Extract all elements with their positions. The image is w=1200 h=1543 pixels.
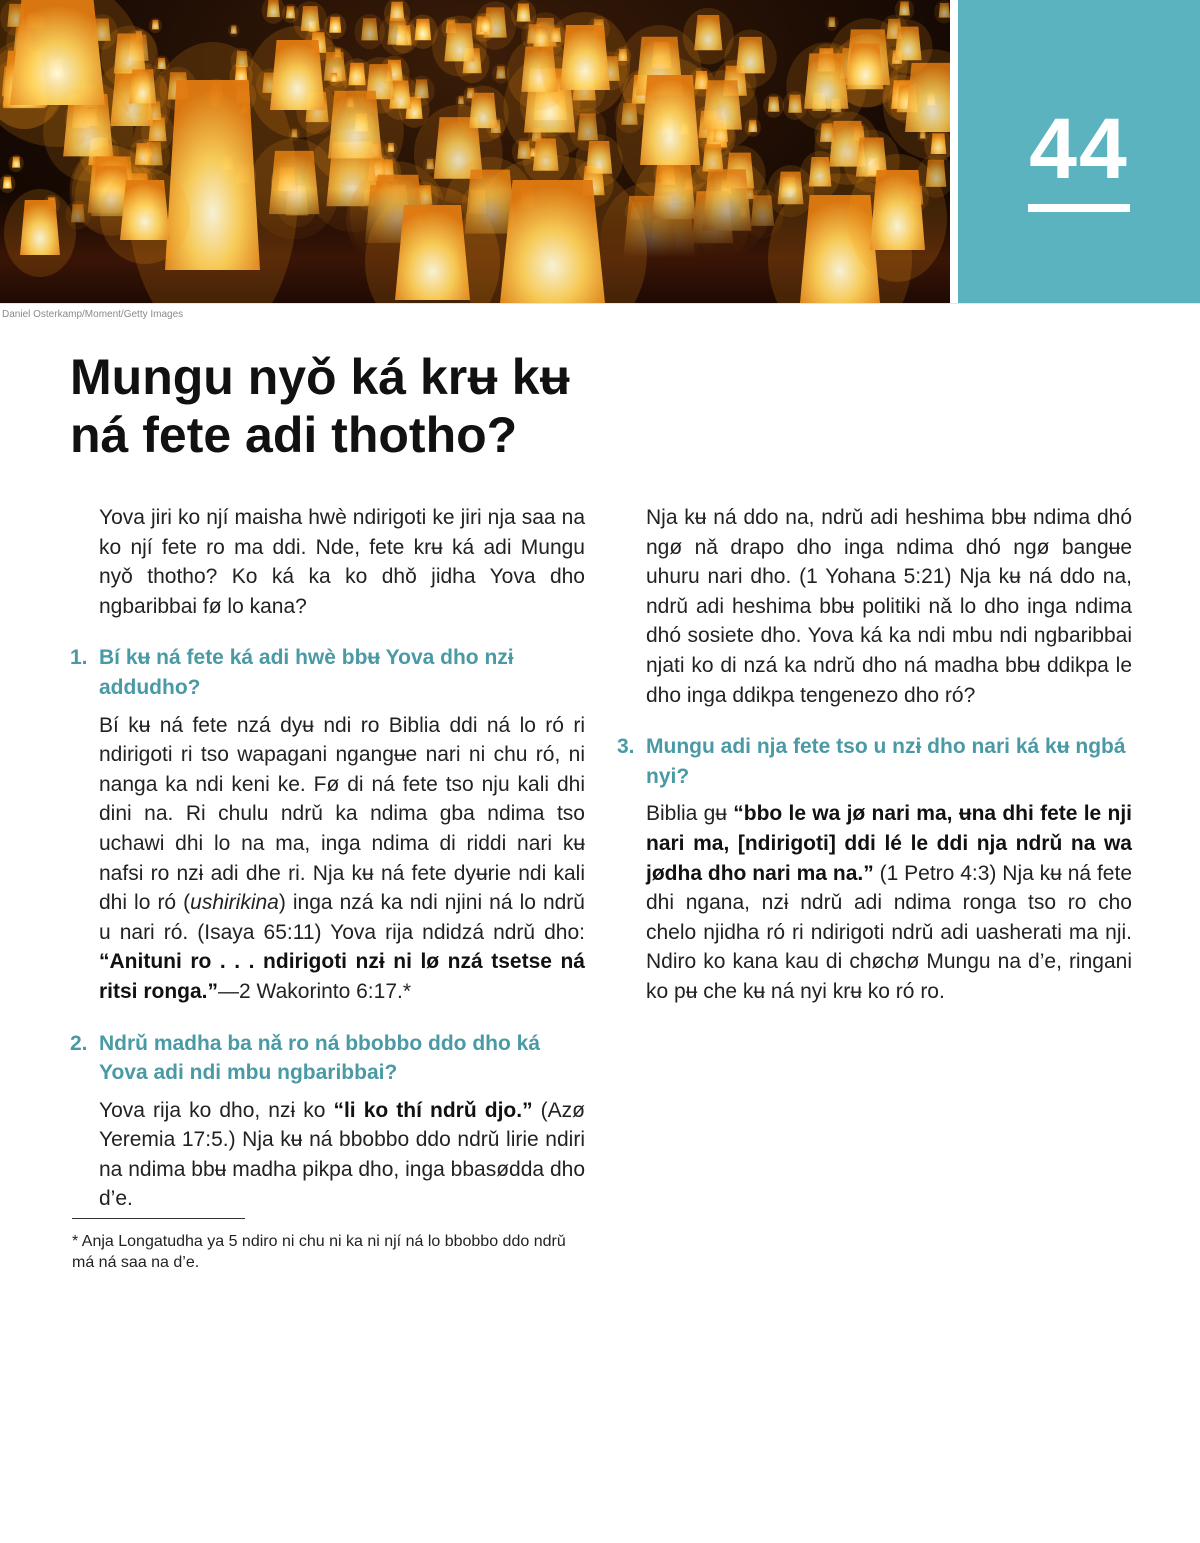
question-3-number: 3. bbox=[617, 735, 635, 759]
lantern bbox=[262, 0, 286, 24]
hero-photo bbox=[0, 0, 950, 303]
lantern bbox=[100, 168, 190, 264]
answer-2-quote: “li ko thí ndrǔ djo.” bbox=[333, 1098, 533, 1122]
lantern bbox=[409, 76, 435, 106]
footnote-divider bbox=[72, 1218, 245, 1219]
lantern bbox=[458, 86, 509, 143]
right-column bbox=[617, 503, 1132, 1007]
question-2 bbox=[70, 1029, 585, 1088]
answer-1-italic: ushirikina bbox=[190, 891, 279, 915]
sky-lanterns-illustration bbox=[0, 0, 950, 303]
answer-1-reference: —2 Wakorinto 6:17.* bbox=[218, 979, 412, 1003]
title-line-2: ná fete adi thotho? bbox=[70, 407, 518, 463]
lesson-number: 44 bbox=[1029, 101, 1129, 197]
answer-2-paragraph bbox=[70, 1096, 585, 1214]
lantern bbox=[540, 12, 630, 116]
lantern bbox=[832, 34, 898, 107]
question-1-text: Bí kʉ ná fete ká adi hwè bbʉ Yova dho nzɨ addudho? bbox=[99, 646, 514, 699]
lantern bbox=[9, 155, 24, 172]
left-column bbox=[70, 503, 585, 1214]
footnote: * Anja Longatudha ya 5 ndiro ni chu ni ka ni njí ná lo bbobbo ddo ndrǔ má ná saa na d’e. bbox=[72, 1233, 566, 1271]
answer-3-text-a: Biblia gʉ bbox=[646, 802, 734, 826]
lantern bbox=[848, 154, 947, 282]
question-2-number: 2. bbox=[70, 1031, 88, 1055]
question-1-number: 1. bbox=[70, 646, 88, 670]
answer-1-paragraph bbox=[70, 711, 585, 1007]
answer-1-quote: “Anituni ro . . . ndirigoti nzɨ ni lø nzá tsetse ná ritsi ronga.” bbox=[99, 950, 585, 1003]
lesson-number-box bbox=[958, 0, 1200, 303]
answer-3-quote: “bbo le wa jø nari ma, ʉna dhi fete le nji nari ma, [ndirigoti] ddi lé le ddi nja ndrǔ na wa jødha dho nari ma na.” bbox=[646, 802, 1132, 885]
lantern bbox=[149, 18, 162, 33]
answer-2-text-b: (Azø Yeremia 17:5.) Nja kʉ ná bbobbo ddo ndrǔ lirie ndiri na ndima bbʉ madha pikpa dho, inga bbasødda dho d’e. bbox=[99, 1098, 585, 1211]
answer-3-paragraph bbox=[617, 799, 1132, 1006]
question-3-text: Mungu adi nja fete tso u nzɨ dho nari ká kʉ ngbá nyi? bbox=[646, 735, 1126, 788]
intro-paragraph: Yova jiri ko njí maisha hwè ndirigoti ke jiri nja saa na ko njí fete ro ma ddi. Nde, fete krʉ ká adi Mungu nyǒ thotho? Ko ká ka ko dhǒ jidha Yova dho ngbaribbai fø lo kana? bbox=[99, 506, 585, 618]
lesson-number-underline bbox=[1028, 204, 1130, 212]
page-title bbox=[70, 348, 630, 464]
answer-1-text-b: ) inga nzá ka ndi njini ná lo ndrǔ u nari ró. (Isaya 65:11) Yova rija ndidzá ndrǔ dho: bbox=[99, 891, 585, 944]
header-divider bbox=[0, 303, 1200, 304]
lantern bbox=[324, 14, 346, 40]
lantern bbox=[248, 26, 347, 138]
lantern bbox=[511, 0, 536, 29]
question-2-text: Ndrǔ madha ba nǎ ro ná bbobbo ddo dho ká Yova adi ndi mbu ngbaribbai? bbox=[99, 1031, 540, 1085]
lantern bbox=[354, 14, 385, 49]
lantern bbox=[825, 15, 838, 30]
question-3 bbox=[617, 732, 1132, 791]
title-line-1: Mungu nyǒ ká krʉ kʉ bbox=[70, 349, 571, 405]
answer-1-text-a: Bí kʉ ná fete nzá dyʉ ndi ro Biblia ddi ná lo ró ri ndirigoti ri tso wapagani ngangʉe nari ni chu ró, ni nanga ka ndi keni ke. Fø di ná fete tso nju kali dhi dini na. Ri chulu ndrǔ ka ndima gba ndima tso uchawi dhi lo na ma, inga ndima di riddi nari kʉ nafsi ro nzɨ adi dhe ri. Nja kʉ ná fete dyʉrie ndi kali dhi lo ró ( bbox=[99, 713, 585, 915]
lantern bbox=[4, 189, 76, 277]
lantern bbox=[228, 24, 239, 37]
answer-2-continued: Nja kʉ ná ddo na, ndrǔ adi heshima bbʉ ndima dhó ngø nǎ drapo dho inga ndima dhó ngø bangʉe uhuru nari dho. (1 Yohana 5:21) Nja kʉ ná ddo na, ndrǔ adi heshima bbʉ politiki nǎ lo dho inga ndima dhó sosiete dho. Yova ká ka ndi mbu ndi ngbaribbai njati ko di nzá ka ndrǔ dho ná madha bbʉ ddikpa le dho inga ddikpa tengenezo dho ró? bbox=[646, 506, 1132, 707]
question-1 bbox=[70, 643, 585, 702]
lantern bbox=[432, 16, 487, 77]
answer-3-text-b: (1 Petro 4:3) Nja kʉ ná fete dhi ngana, nzɨ ndrǔ adi ndima ronga tso ro cho chelo njidha ró ri ndirigoti ndrǔ adi uasherati ma nji. Ndiro ko kana kau di chøchø Mungu na d’e, ringani ko pʉ che kʉ ná nyi krʉ ko ró ro. bbox=[646, 861, 1133, 1003]
photo-credit: Daniel Osterkamp/Moment/Getty Images bbox=[2, 309, 184, 320]
lantern bbox=[934, 0, 950, 24]
answer-2-text-a: Yova rija ko dho, nzɨ ko bbox=[99, 1098, 334, 1122]
lantern bbox=[616, 57, 724, 201]
lantern bbox=[763, 94, 784, 118]
